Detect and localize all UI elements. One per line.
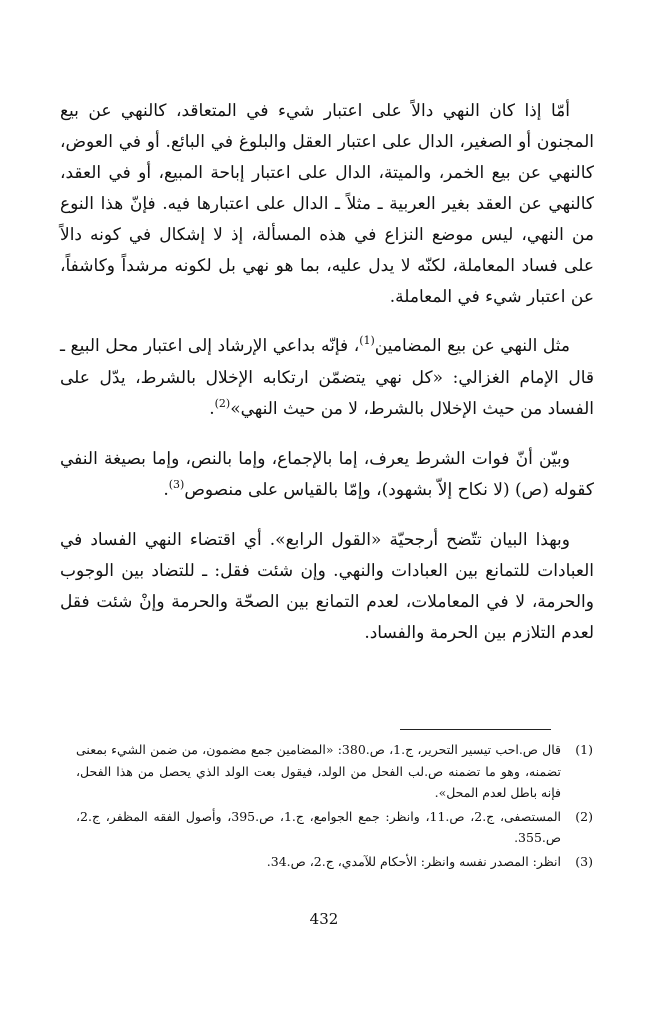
paragraph-3-text: وبيّن أنّ فوات الشرط يعرف، إما بالإجماع، وإما بالنص، وإما بصيغة النفي كقوله (ص) (لا نكاح إلاّ بشهود)، وإمّا بالقياس على منصوص bbox=[60, 449, 594, 500]
footnote-ref-1: (1) bbox=[359, 334, 375, 347]
footnotes bbox=[76, 739, 593, 874]
footnote-1 bbox=[76, 739, 593, 804]
footnote-2 bbox=[76, 806, 593, 849]
footnote-ref-3: (3) bbox=[168, 478, 185, 491]
footnote-3 bbox=[76, 851, 593, 873]
paragraph-2-text-b: ، فإنّه بداعي الإرشاد إلى اعتبار محل البيع ـ قال الإمام الغزالي: «كل نهي يتضمّن ارتكابه الإخلال بالشرط، يدّل على الفساد من حيث الإخلال بالشرط، لا من حيث النهي» bbox=[60, 336, 594, 419]
footnote-text: المستصفى، ج.2، ص.11، وانظر: جمع الجوامع، ج.1، ص.395، وأصول الفقه المظفر، ج.2، ص.355. bbox=[76, 808, 562, 845]
footnote-number: (2) bbox=[575, 808, 593, 824]
paragraph-3 bbox=[60, 444, 594, 507]
paragraph-3-end: . bbox=[163, 480, 169, 500]
footnote-text: قال ص.احب تيسير التحرير، ج.1، ص.380: «المضامين جمع مضمون، من ضمن الشيء بمعنى تضمنه، وهو ما تضمنه ص.لب الفحل من الولد، فيقول بعت الولد الذي يحصل من هذا الفحل، فإنه باطل لعدم المحل». bbox=[76, 742, 562, 800]
footnote-number: (1) bbox=[575, 742, 593, 757]
page-number: 432 bbox=[309, 910, 339, 928]
footnote-ref-2: (2) bbox=[214, 397, 231, 410]
paragraph-2 bbox=[60, 331, 594, 426]
paragraph-2-text-a: مثل النهي عن بيع المضامين bbox=[374, 336, 570, 356]
paragraph-2-end: . bbox=[209, 399, 215, 419]
main-text bbox=[60, 96, 594, 667]
paragraph-1: أمّا إذا كان النهي دالاً على اعتبار شيء في المتعاقد، كالنهي عن بيع المجنون أو الصغير، الدال على اعتبار العقل والبلوغ في البائع. أو في العوض، كالنهي عن بيع الخمر، والميتة، الدال على اعتبار إباحة المبيع، أو في العقد، كالنهي عن العقد بغير العربية ـ مثلاً ـ الدال على اعتبارها فيه. فإنّ هذا النوع من النهي، ليس موضع النزاع في هذه المسألة، إذ لا إشكال في كونه دالاً على فساد المعاملة، لكنّه لا يدل عليه، بما هو نهي بل لكونه مرشداً وكاشفاً، عن اعتبار شيء في المعاملة. bbox=[60, 101, 594, 307]
footnote-number: (3) bbox=[575, 853, 593, 869]
footnote-separator bbox=[400, 729, 551, 730]
footnote-text: انظر: المصدر نفسه وانظر: الأحكام للآمدي، ج.2، ص.34. bbox=[266, 853, 561, 869]
paragraph-4: وبهذا البيان تتّضح أرجحيّة «القول الرابع». أي اقتضاء النهي الفساد في العبادات للتمانع بين العبادات والنهي. وإن شئت فقل: ـ للتضاد بين الوجوب والحرمة، لا في المعاملات، لعدم التمانع بين الصحّة والحرمة وإنْ شئت فقل لعدم التلازم بين الحرمة والفساد. bbox=[60, 530, 594, 643]
